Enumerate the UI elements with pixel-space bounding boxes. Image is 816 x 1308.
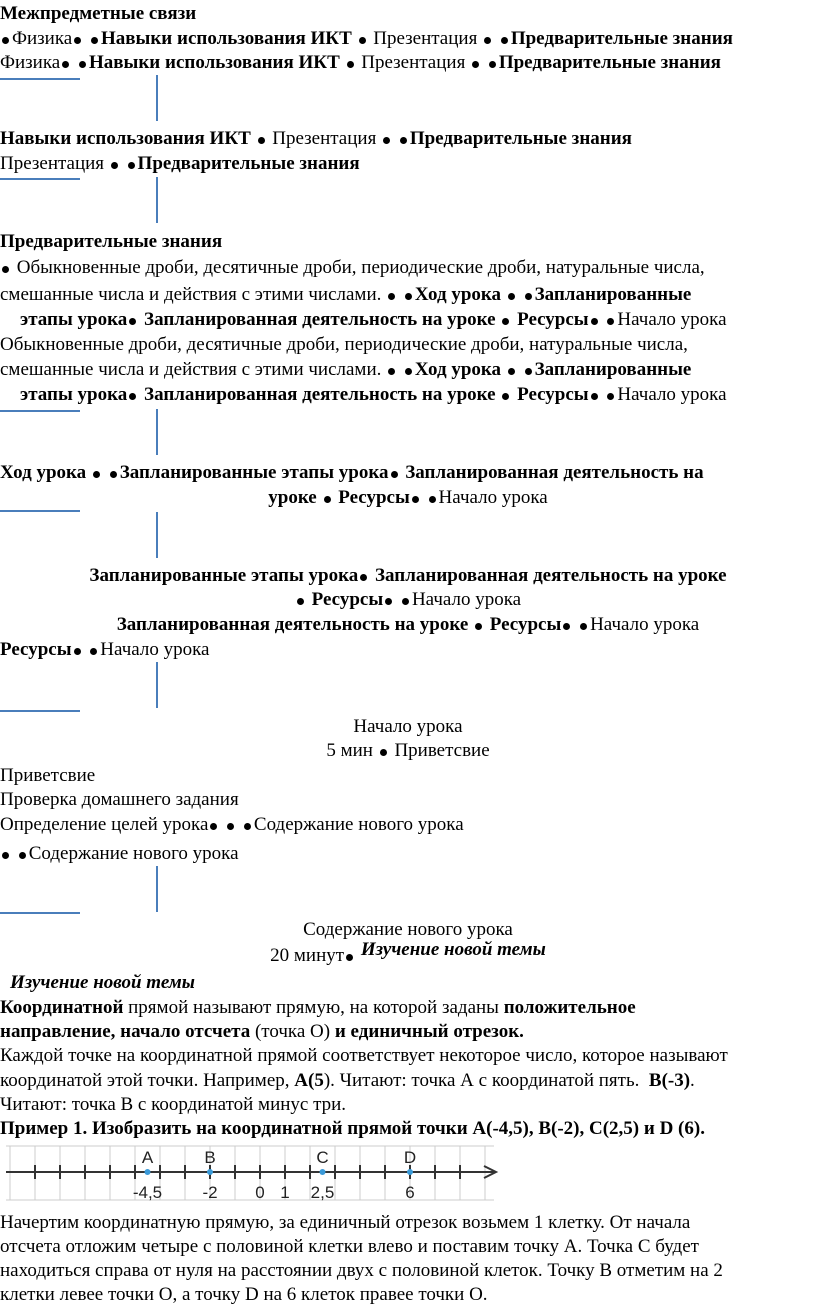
course-text: Ход урока [414,284,502,305]
lesson-start-text: Начало урока [411,589,522,610]
planned-stages-text: Запланированные [534,284,692,305]
course-line-3 [0,564,816,588]
solution-line-3: находиться справа от нуля на расстоянии двух с половиной клеток. Точку В отметим на 2 [0,1260,723,1281]
divider-line [0,178,80,180]
bullet-icon [383,588,395,612]
course-line-2 [0,486,816,510]
lesson-start-text: Начало урока [617,309,727,330]
bullet-icon [500,383,512,407]
planned-activity-text: Запланированная деятельность на уроке [116,614,469,635]
term-text: А(5 [294,1070,324,1091]
bullet-icon [127,308,139,332]
bullet-icon [108,461,120,485]
bullet-icon [208,813,220,837]
presentation-text: Презентация [361,52,466,73]
presentation-text: Презентация [0,153,105,174]
course-text: Ход урока [0,462,87,483]
bullet-icon [295,588,307,612]
bullet-icon [499,27,511,51]
bullet-icon [578,613,590,637]
bullet-icon [473,613,485,637]
bullet-icon [256,127,268,151]
planned-stages-text: Запланированные [534,359,692,380]
duration-text: 20 минут [270,945,345,966]
prior-line-5 [0,358,816,382]
bullet-icon [386,283,398,307]
bullet-icon [0,27,12,51]
bullet-icon [398,127,410,151]
solution-line-1: Начертим координатную прямую, за единичный отрезок возьмем 1 клетку. От начала [0,1212,691,1233]
prior-knowledge-heading: Предварительные знания [0,231,223,252]
point-B-label: B [204,1148,216,1167]
ict-text: Навыки использования ИКТ [88,52,340,73]
bullet-icon [0,256,12,280]
bullet-icon [127,383,139,407]
points [142,1148,416,1175]
bullet-icon [0,842,12,866]
study-topic-text: Изучение новой темы [360,939,546,960]
bullet-icon [345,51,357,75]
plain-text: ). Читают: точка А с координатой пять. [323,1070,649,1091]
point-D-marker [407,1169,413,1175]
stages-text: этапы урока [20,309,128,330]
lesson-start-duration [0,739,816,763]
bullet-icon [482,27,494,51]
cross-subject-heading: Межпредметные связи [0,3,197,24]
ict-text: Навыки использования ИКТ [100,28,352,49]
prior-line-1 [0,256,816,280]
bullet-icon [400,588,412,612]
bullet-icon [89,27,101,51]
bullet-icon [344,944,356,968]
resources-text: Ресурсы [311,589,384,610]
bullet-icon [523,358,535,382]
bullet-icon [72,638,84,662]
bullet-icon [605,383,617,407]
divider-line [0,78,80,80]
new-content-text: Содержание нового урока [28,843,239,864]
resources-text: Ресурсы [517,309,589,330]
presentation-text: Презентация [373,28,478,49]
prior-text: Предварительные знания [137,153,360,174]
prior-text-1: Обыкновенные дроби, десятичные дроби, периодические дроби, натуральные числа, [0,334,688,355]
tick-label: -2 [202,1183,218,1202]
tick-label: -4,5 [132,1183,163,1202]
theory-line-5: Читают: точка В с координатой минус три. [0,1094,347,1115]
bullet-icon [17,842,29,866]
bullet-icon [523,283,535,307]
ict-text: Навыки использования ИКТ [0,128,251,149]
prior-line-6 [20,383,816,407]
resources-text: Ресурсы [338,487,410,508]
bullet-icon [386,358,398,382]
bullet-icon [589,308,601,332]
point-B-marker [207,1169,213,1175]
bullet-icon [91,461,103,485]
prior-text-2: смешанные числа и действия с этими числами. [0,359,382,380]
tick-label: 6 [405,1183,415,1202]
new-content-title: Содержание нового урока [303,919,513,940]
point-A-marker [145,1169,151,1175]
bullet-icon [389,461,401,485]
prior-line-3 [20,308,816,332]
point-C-label: C [316,1148,329,1167]
cross-subject-line-2 [0,51,816,75]
bullet-icon [403,358,415,382]
bullet-icon [403,283,415,307]
divider-line [156,75,158,121]
lesson-start-title: Начало урока [353,716,463,737]
tick-label: 1 [280,1183,290,1202]
point-A-label: A [141,1148,154,1167]
prior-line-2 [0,283,816,307]
bullet-icon [506,283,518,307]
divider-line [156,662,158,708]
planned-activity-text: Запланированная деятельность на уроке [144,384,496,405]
new-content-line [0,842,816,866]
homework-line: Проверка домашнего задания [0,789,239,810]
divider-line [156,409,158,455]
resources-text: Ресурсы [489,614,562,635]
tick-labels [133,1183,415,1202]
tick-label: 0 [255,1183,265,1202]
divider-line [156,177,158,223]
bullet-icon [109,152,121,176]
new-content-text: Содержание нового урока [253,814,464,835]
stages-text: этапы урока [20,384,128,405]
term-text: Координатной [0,997,124,1018]
theory-line-1 [0,996,816,1020]
prior-text-2: смешанные числа и действия с этими числами. [0,284,382,305]
cross-subject-line-1 [0,27,816,51]
solution-line-2: отсчета отложим четыре с половиной клетки влево и поставим точку А. Точка С будет [0,1236,699,1257]
new-content-duration [0,939,816,968]
plain-text: прямой называют прямую, на которой заданы [123,997,504,1018]
term-text: и единичный отрезок. [334,1021,524,1042]
course-line-6 [0,638,816,662]
cross-subject-line-4 [0,152,816,176]
example-title: Пример 1. Изобразить на координатной прямой точки А(-4,5), В(-2), С(2,5) и D (6). [0,1118,705,1139]
bullet-icon [72,27,84,51]
bullet-icon [500,308,512,332]
prior-text: Предварительные знания [409,128,632,149]
lesson-start-text: Начало урока [100,639,210,660]
number-line-figure [0,1142,500,1206]
bullet-icon [358,564,370,588]
bullet-icon [242,813,254,837]
physics-text: Физика [0,52,61,73]
prior-text-1: Обыкновенные дроби, десятичные дроби, периодические дроби, натуральные числа, [16,257,705,278]
bullet-icon [589,383,601,407]
planned-activity-text: уроке [268,487,317,508]
planned-activity-text: Запланированная деятельность на [405,462,704,483]
theory-line-4 [0,1069,816,1093]
study-topic-heading: Изучение новой темы [10,972,195,993]
bullet-icon [506,358,518,382]
term-text: направление, начало отсчета [0,1021,251,1042]
course-text: Ход урока [414,359,502,380]
divider-line [156,866,158,912]
planned-activity-text: Запланированная деятельность на уроке [375,565,727,586]
planned-activity-text: Запланированная деятельность на уроке [144,309,496,330]
bullet-icon [605,308,617,332]
divider-line [0,710,80,712]
solution-line-4: клетки левее точки О, а точку D на 6 клеток правее точки О. [0,1284,488,1305]
point-C-marker [320,1169,326,1175]
theory-line-2 [0,1020,816,1044]
plain-text: . [690,1070,695,1091]
term-text: В(-3) [648,1070,691,1091]
lesson-start-text: Начало урока [590,614,700,635]
bullet-icon [487,51,499,75]
bullet-icon [225,813,237,837]
course-line-5 [0,613,816,637]
resources-text: Ресурсы [0,639,72,660]
bullet-icon [561,613,573,637]
prior-text: Предварительные знания [510,28,733,49]
term-text: положительное [503,997,636,1018]
bullet-icon [77,51,89,75]
lesson-start-text: Начало урока [617,384,727,405]
tick-label: 2,5 [310,1183,335,1202]
bullet-icon [427,486,439,510]
bullet-icon [381,127,393,151]
bullet-icon [357,27,369,51]
divider-line [0,912,80,914]
duration-text: 5 мин [326,740,373,761]
theory-line-3: Каждой точке на координатной прямой соответствует некоторое число, которое называют [0,1045,728,1066]
bullet-icon [378,739,390,763]
goals-line [0,813,816,837]
presentation-text: Презентация [272,128,377,149]
bullet-icon [470,51,482,75]
planned-stages-text: Запланированные этапы урока [89,565,359,586]
bullet-icon [126,152,138,176]
greeting-text: Приветсвие [394,740,490,761]
bullet-icon [60,51,72,75]
resources-text: Ресурсы [517,384,589,405]
greeting-line: Приветсвие [0,765,96,786]
course-line-4 [0,588,816,612]
planned-stages-text: Запланированные этапы урока [119,462,389,483]
physics-text: Физика [12,28,73,49]
goals-text: Определение целей урока [0,814,209,835]
divider-line [156,512,158,558]
prior-line-4 [0,333,816,357]
bullet-icon [88,638,100,662]
cross-subject-line-3 [0,127,816,151]
plain-text: (точка О) [250,1021,335,1042]
divider-line [0,410,80,412]
bullet-icon [322,486,334,510]
bullet-icon [410,486,422,510]
lesson-start-text: Начало урока [438,487,548,508]
point-D-label: D [403,1148,417,1167]
prior-text: Предварительные знания [498,52,721,73]
plain-text: координатой этой точки. Например, [0,1070,295,1091]
divider-line [0,510,80,512]
course-line-1 [0,461,816,485]
